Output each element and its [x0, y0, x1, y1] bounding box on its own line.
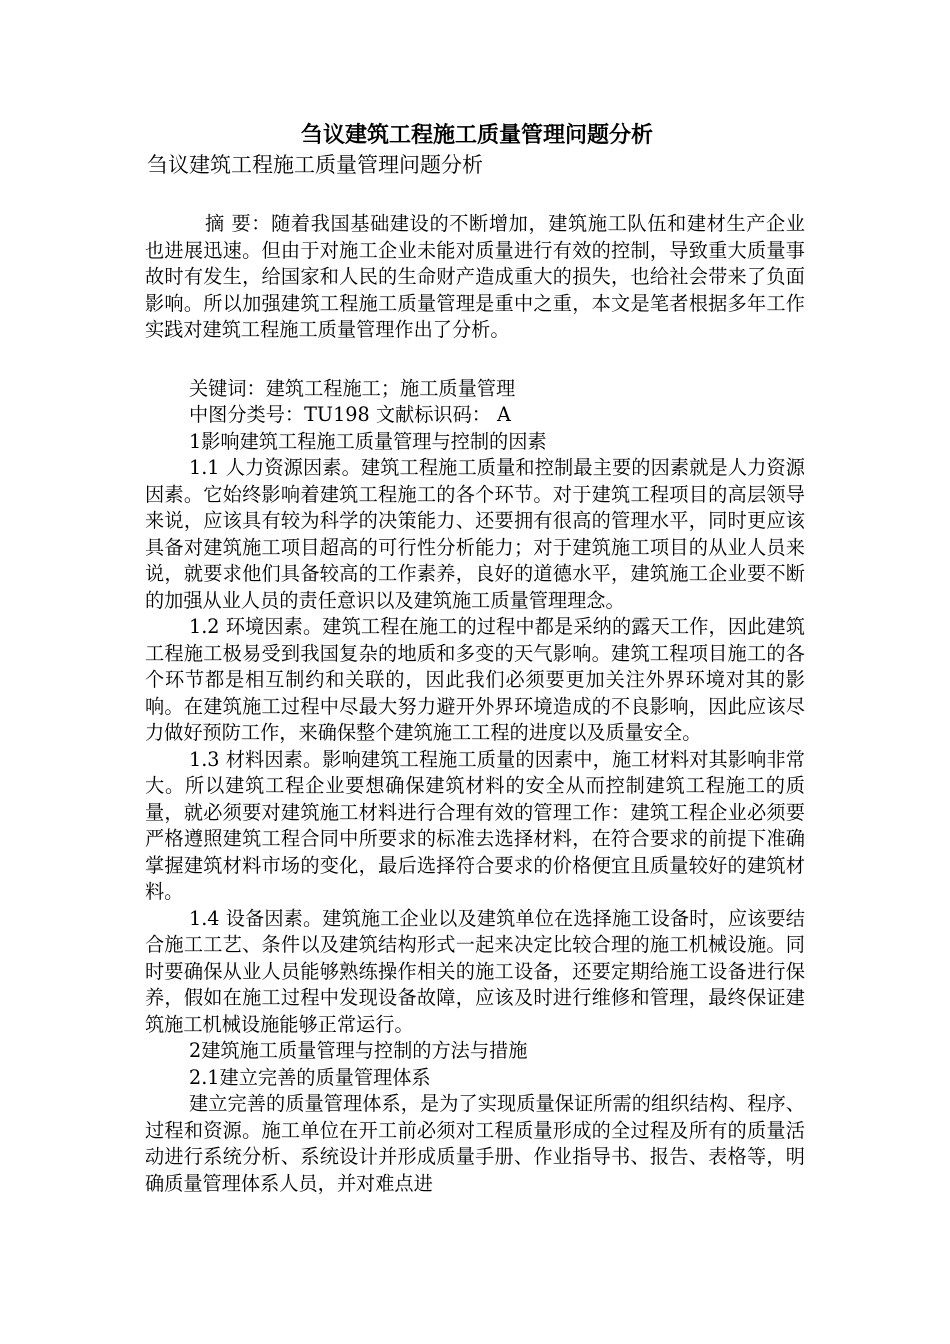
classification-line: 中图分类号：TU198 文献标识码： A: [189, 403, 511, 426]
paragraph-1-2: 1.2 环境因素。建筑工程在施工的过程中都是采纳的露天工作，因此建筑工程施工极易受到我国复杂的地质和多变的天气影响。建筑工程项目施工的各个环节都是相互制约和关联的，因此我们必须要更加关注外界环境对其的影响。在建筑施工过程中尽最大努力避开外界环境造成的不良影响，因此应该尽力做好预防工作，来确保整个建筑施工工程的进度以及质量安全。: [145, 615, 805, 744]
paragraph-2-1: 建立完善的质量管理体系，是为了实现质量保证所需的组织结构、程序、过程和资源。施工单位在开工前必须对工程质量形成的全过程及所有的质量活动进行系统分析、系统设计并形成质量手册、作业指导书、报告、表格等，明确质量管理体系人员，并对难点进: [145, 1092, 805, 1195]
section-2-heading: 2建筑施工质量管理与控制的方法与措施: [189, 1039, 528, 1062]
blank-line: [145, 178, 805, 211]
abstract-paragraph: 摘 要：随着我国基础建设的不断增加，建筑施工队伍和建材生产企业也进展迅速。但由于对施工企业未能对质量进行有效的控制，导致重大质量事故时有发生，给国家和人民的生命财产造成重大的损失，也给社会带来了负面影响。所以加强建筑工程施工质量管理是重中之重，本文是笔者根据多年工作实践对建筑工程施工质量管理作出了分析。: [145, 212, 805, 341]
paragraph-1-3: 1.3 材料因素。影响建筑工程施工质量的因素中，施工材料对其影响非常大。所以建筑工程企业要想确保建筑材料的安全从而控制建筑工程施工的质量，就必须要对建筑施工材料进行合理有效的管理工作：建筑工程企业必须要严格遵照建筑工程合同中所要求的标准去选择材料，在符合要求的前提下准确掌握建筑材料市场的变化，最后选择符合要求的价格便宜且质量较好的建筑材料。: [145, 747, 805, 903]
paragraph-1-4: 1.4 设备因素。建筑施工企业以及建筑单位在选择施工设备时，应该要结合施工工艺、条件以及建筑结构形式一起来决定比较合理的施工机械设施。同时要确保从业人员能够熟练操作相关的施工设备，还要定期给施工设备进行保养，假如在施工过程中发现设备故障，应该及时进行维修和管理，最终保证建筑施工机械设施能够正常运行。: [145, 906, 805, 1036]
document-title: 刍议建筑工程施工质量管理问题分析: [300, 122, 653, 148]
keywords-line: 关键词：建筑工程施工；施工质量管理: [189, 376, 516, 400]
section-1-heading: 1影响建筑工程施工质量管理与控制的因素: [189, 429, 547, 453]
section-2-1-heading: 2.1建立完善的质量管理体系: [189, 1065, 431, 1089]
document-page: [145, 118, 805, 1197]
paragraph-1-1: 1.1 人力资源因素。建筑工程施工质量和控制最主要的因素就是人力资源因素。它始终影响着建筑工程施工的各个环节。对于建筑工程项目的高层领导来说，应该具有较为科学的决策能力、还要拥有很高的管理水平，同时更应该具备对建筑施工项目超高的可行性分析能力；对于建筑施工项目的从业人员来说，就要求他们具备较高的工作素养，良好的道德水平，建筑施工企业要不断的加强从业人员的责任意识以及建筑施工质量管理理念。: [145, 456, 805, 612]
document-subtitle: 刍议建筑工程施工质量管理问题分析: [147, 153, 483, 177]
